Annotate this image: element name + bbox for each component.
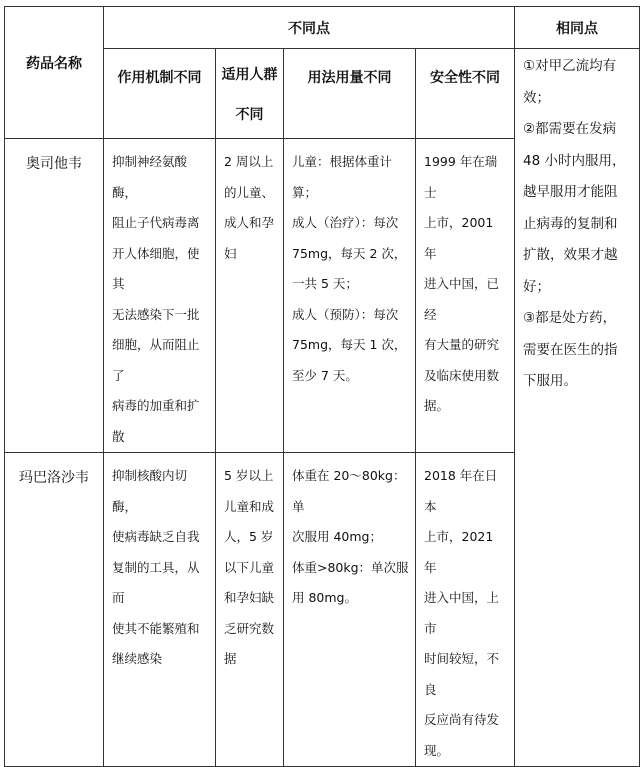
header-mechanism: 作用机制不同	[104, 49, 216, 139]
header-drug-name: 药品名称	[5, 7, 104, 139]
header-population: 适用人群不同	[216, 49, 284, 139]
header-safety: 安全性不同	[416, 49, 515, 139]
population-cell: 2 周以上 的儿童、 成人和孕 妇	[216, 139, 284, 453]
drug-name-cell: 奥司他韦	[5, 139, 104, 453]
mechanism-cell: 抑制神经氨酸酶， 阻止子代病毒离 开人体细胞，使其 无法感染下一批 细胞，从而阻止了 病毒的加重和扩 散	[104, 139, 216, 453]
similarities-cell: ①对甲乙流均有 效； ②都需要在发病 48 小时内服用， 越早服用才能阻 止病毒的复制和 扩散，效果才越 好； ③都是处方药， 需要在医生的指 下服用。	[515, 49, 640, 767]
safety-cell: 2018 年在日本 上市，2021 年 进入中国，上市 时间较短，不良 反应尚有待发 现。	[416, 453, 515, 767]
comparison-table	[4, 6, 640, 767]
dosage-cell: 体重在 20～80kg：单 次服用 40mg； 体重>80kg：单次服 用 80mg。	[284, 453, 416, 767]
population-cell: 5 岁以上 儿童和成 人，5 岁 以下儿童 和孕妇缺 乏研究数 据	[216, 453, 284, 767]
mechanism-cell: 抑制核酸内切酶， 使病毒缺乏自我 复制的工具，从而 使其不能繁殖和 继续感染	[104, 453, 216, 767]
header-similarities: 相同点	[515, 7, 640, 49]
header-differences: 不同点	[104, 7, 515, 49]
drug-name-cell: 玛巴洛沙韦	[5, 453, 104, 767]
header-dosage: 用法用量不同	[284, 49, 416, 139]
safety-cell: 1999 年在瑞士 上市，2001 年 进入中国，已经 有大量的研究 及临床使用数 据。	[416, 139, 515, 453]
dosage-cell: 儿童：根据体重计算； 成人（治疗）：每次 75mg，每天 2 次， 一共 5 天； 成人（预防）：每次 75mg，每天 1 次， 至少 7 天。	[284, 139, 416, 453]
